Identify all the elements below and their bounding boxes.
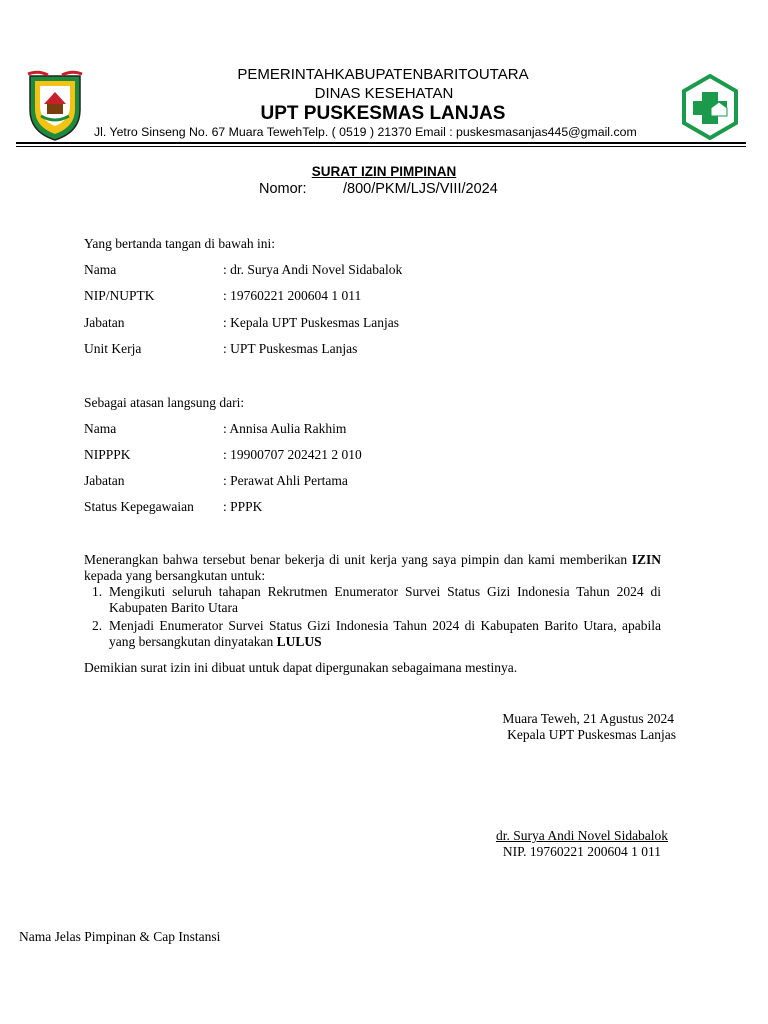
field-value: : Perawat Ahli Pertama [223,473,348,488]
letterhead-rule-thin [16,146,746,147]
field-value: : Kepala UPT Puskesmas Lanjas [223,315,399,330]
list-number: 1. [92,584,103,599]
field-label: Jabatan [84,473,125,488]
signature-position: Kepala UPT Puskesmas Lanjas [507,727,676,742]
statement-text: Menerangkan bahwa tersebut benar bekerja di unit kerja yang saya pimpin dan kami memberikan [84,552,632,567]
field-value: : PPPK [223,499,263,514]
list-item [92,584,661,616]
signature-nip: NIP. 19760221 200604 1 011 [502,844,662,859]
field-label: Jabatan [84,315,125,330]
list-item [92,618,661,650]
signature-place-date: Muara Teweh, 21 Agustus 2024 [502,711,674,726]
list-bold: LULUS [276,634,322,649]
signature-name: dr. Surya Andi Novel Sidabalok [495,828,669,843]
letter-number-value: /800/PKM/LJS/VIII/2024 [343,181,498,197]
letter-title: SURAT IZIN PIMPINAN [311,164,457,179]
field-label: NIP/NUPTK [84,288,155,303]
field-label: Nama [84,421,117,436]
organization-name: UPT PUSKESMAS LANJAS [260,103,506,124]
government-name: PEMERINTAHKABUPATENBARITOUTARA [237,66,529,83]
footer-note: Nama Jelas Pimpinan & Cap Instansi [19,929,221,944]
address-line: Jl. Yetro Sinseng No. 67 Muara TewehTelp. ( 0519 ) 21370 Email : puskesmasanjas445@gmail.com [94,125,637,139]
closing-paragraph: Demikian surat izin ini dibuat untuk dapat dipergunakan sebagaimana mestinya. [84,660,518,675]
signer-intro: Yang bertanda tangan di bawah ini: [84,236,275,251]
statement-bold: IZIN [631,552,661,567]
field-value: : 19760221 200604 1 011 [223,288,362,303]
field-value: : dr. Surya Andi Novel Sidabalok [223,262,403,277]
field-label: Nama [84,262,117,277]
field-value: : 19900707 202421 2 010 [223,447,362,462]
list-number: 2. [92,618,103,633]
letterhead-rule-thick [16,142,746,144]
statement-paragraph [84,552,661,584]
letter-number-label: Nomor: [259,181,307,197]
subordinate-intro: Sebagai atasan langsung dari: [84,395,245,410]
permission-list [92,584,661,652]
department-name: DINAS KESEHATAN [314,85,454,102]
list-text: Menjadi Enumerator Survei Status Gizi Indonesia Tahun 2024 di Kabupaten Barito Utara, apabila yang bersangkutan dinyatakan [109,618,661,649]
field-value: : UPT Puskesmas Lanjas [223,341,358,356]
field-label: NIPPPK [84,447,131,462]
statement-text-end: kepada yang bersangkutan untuk: [84,568,266,583]
list-text: Mengikuti seluruh tahapan Rekrutmen Enumerator Survei Status Gizi Indonesia Tahun 2024 di Kabupaten Barito Utara [109,584,661,615]
field-label: Status Kepegawaian [84,499,194,514]
field-value: : Annisa Aulia Rakhim [223,421,347,436]
field-label: Unit Kerja [84,341,142,356]
